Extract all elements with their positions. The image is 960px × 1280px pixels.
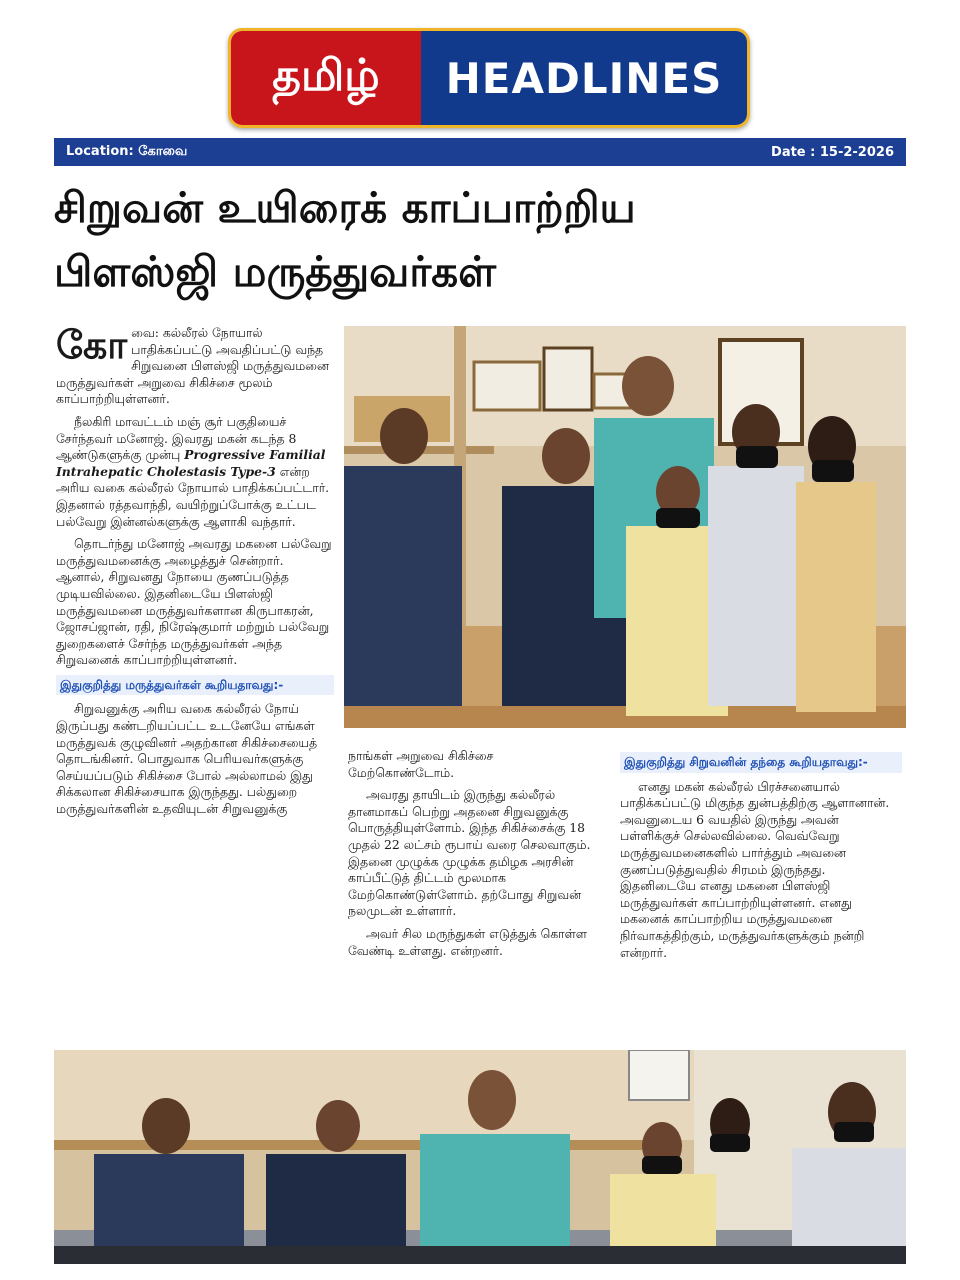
date-label: Date : 15-2-2026 [771, 144, 894, 160]
info-bar [54, 138, 906, 166]
paragraph: தொடர்ந்து மனோஜ் அவரது மகனை பல்வேறு மருத்துவமனைக்கு அழைத்துச் சென்றார். ஆனால், சிறுவனது நோயை குணப்படுத்த முடியவில்லை. இதனிடையே பிளஸ்ஜி மருத்துவமனை மருத்துவர்களான கிருபாகரன், ஜோசப்ஜான், ரதி, நிரேஷ்குமார் மற்றும் பல்வேறு துறைகளைச் சேர்ந்த மருத்துவர்கள் அந்த சிறுவனைக் காப்பாற்றியுள்ளனர். [56, 536, 332, 668]
page-title [54, 176, 906, 304]
article-column-3 [620, 748, 902, 967]
article-column-1 [56, 325, 334, 824]
paragraph: எனது மகன் கல்லீரல் பிரச்சனையால் பாதிக்கப்பட்டு மிகுந்த துன்பத்திற்கு ஆளானான். அவனுடைய 6 வயதில் இருந்து அவன் பள்ளிக்குச் செல்லவில்லை. வெவ்வேறு மருத்துவமனைகளில் பார்த்தும் அவனை குணப்படுத்துவதில் சிரமம் இருந்தது. இதனிடையே எனது மகனை பிளஸ்ஜி மருத்துவர்கள் காப்பாற்றியுள்ளனர். எனது மகனைக் காப்பாற்றிய மருத்துவமனை நிர்வாகத்திற்கும், மருத்துவர்களுக்கும் நன்றி என்றார். [620, 778, 890, 960]
disease-name: Progressive Familial Intrahepatic Cholestasis Type-3 [56, 447, 326, 479]
section-subhead: இதுகுறித்து மருத்துவர்கள் கூறியதாவது:- [56, 675, 334, 696]
paragraph: நாங்கள் அறுவை சிகிச்சை மேற்கொண்டோம். [348, 748, 494, 780]
press-meet-photo [54, 1050, 906, 1264]
headline-line-2: பிளஸ்ஜி மருத்துவர்கள் [54, 247, 497, 296]
drop-cap: கோ [56, 323, 128, 367]
headline-line-1: சிறுவன் உயிரைக் காப்பாற்றிய [54, 183, 636, 232]
paragraph: அவர் சில மருந்துகள் எடுத்துக் கொள்ள வேண்டி உள்ளது. என்றனர். [348, 925, 587, 958]
paragraph: சிறுவனுக்கு அரிய வகை கல்லீரல் நோய் இருப்பது கண்டறியப்பட்ட உடனேயே எங்கள் மருத்துவக் குழுவினர் அதற்கான சிகிச்சையைத் தொடங்கினர். பொதுவாக பெரியவர்களுக்கு செய்யப்படும் சிகிச்சை போல் அல்லாமல் இது சிக்கலான சிகிச்சையாக இருந்தது. பல்துறை மருத்துவர்களின் உதவியுடன் சிறுவனுக்கு [56, 701, 318, 817]
main-group-photo [344, 326, 906, 728]
brand-english: HEADLINES [421, 31, 747, 125]
masthead-logo [228, 28, 750, 128]
section-subhead: இதுகுறித்து சிறுவனின் தந்தை கூறியதாவது:- [620, 752, 902, 773]
article-column-2 [348, 748, 594, 965]
paragraph: நீலகிரி மாவட்டம் மஞ் சூர் பகுதியைச் சேர்ந்தவர் மனோஜ். இவரது மகன் கடந்த 8 ஆண்டுகளுக்கு முன்பு Progressive Familial Intrahepatic Cholestasis Type-3 என்ற அரிய வகை கல்லீரல் நோயால் பாதிக்கப்பட்டார். இதனால் ரத்தவாந்தி, வயிற்றுப்போக்கு உட்பட பல்வேறு இன்னல்களுக்கு ஆளாகி வந்தார். [56, 413, 330, 529]
location-label: Location: கோவை [66, 144, 188, 159]
brand-tamil: தமிழ் [231, 31, 421, 125]
paragraph: அவரது தாயிடம் இருந்து கல்லீரல் தானமாகப் பெற்று அதனை சிறுவனுக்கு பொருத்தியுள்ளோம். இந்த சிகிச்சைக்கு 18 முதல் 22 லட்சம் ரூபாய் வரை செலவாகும். இதனை முழுக்க முழுக்க தமிழக அரசின் காப்பீட்டுத் திட்டம் மூலமாக மேற்கொண்டுள்ளோம். தற்போது சிறுவன் நலமுடன் உள்ளார். [348, 787, 591, 919]
lead-paragraph: கோவை: கல்லீரல் நோயால் பாதிக்கப்பட்டு அவதிப்பட்டு வந்த சிறுவனை பிளஸ்ஜி மருத்துவமனை மருத்துவர்கள் அறுவை சிகிச்சை மூலம் காப்பாற்றியுள்ளனர். [56, 323, 329, 407]
